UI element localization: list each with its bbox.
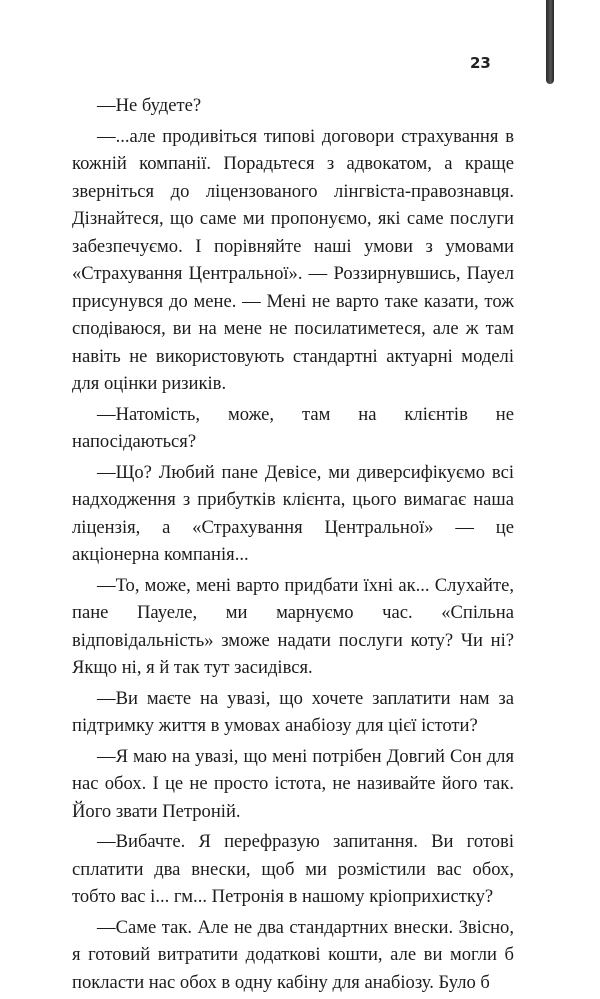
- paragraph: —Ви маєте на увазі, що хочете заплатити нам за підтримку життя в умовах анабіозу для цієї істоти?: [72, 687, 514, 736]
- paragraph: —Не будете?: [97, 95, 202, 116]
- paragraph: —...але продивіться типові договори страхування в кожній компанії. Порадьтеся з адвокатом, а краще зверніться до ліцензованого лінгвіста-правознавця. Дізнайтеся, що саме ми пропонуємо, які саме послуги забезпечуємо. І порівняйте наші умови з умовами «Страхування Центральної». — Роззирнувшись, Пауел присунувся до мене. — Мені не варто таке казати, тож сподіваюся, ви на мене не посилатиметеся, але ж там навіть не використовують стандартні актуарні моделі для оцінки ризиків.: [72, 125, 514, 394]
- body-text: [72, 92, 514, 999]
- paragraph: —Я маю на увазі, що мені потрібен Довгий Сон для нас обох. І це не просто істота, не називайте його так. Його звати Петроній.: [72, 745, 514, 822]
- paragraph: —Вибачте. Я перефразую запитання. Ви готові сплатити два внески, щоб ми розмістили вас обох, тобто вас і... гм... Петронія в нашому кріоприхистку?: [72, 831, 514, 907]
- paragraph: —То, може, мені варто придбати їхні ак... Слухайте, пане Пауеле, ми марнуємо час. «Спільна відповідальність» зможе надати послуги коту? Чи ні? Якщо ні, я й так тут засидівся.: [72, 574, 514, 678]
- paragraph: —Саме так. Але не два стандартних внески. Звісно, я готовий витратити додаткові кошти, але ви могли б покласти нас обох в одну кабіну для анабіозу. Було б: [72, 916, 514, 993]
- paragraph: —Що? Любий пане Девісе, ми диверсифікуємо всі надходження з прибутків клієнта, цього вимагає наша ліцензія, а «Страхування Центральної» — це акціонерна компанія...: [72, 461, 514, 565]
- page-number: 23: [470, 54, 491, 72]
- page-edge-mark: [546, 0, 554, 84]
- paragraph: —Натомість, може, там на клієнтів не напосідаються?: [72, 403, 514, 452]
